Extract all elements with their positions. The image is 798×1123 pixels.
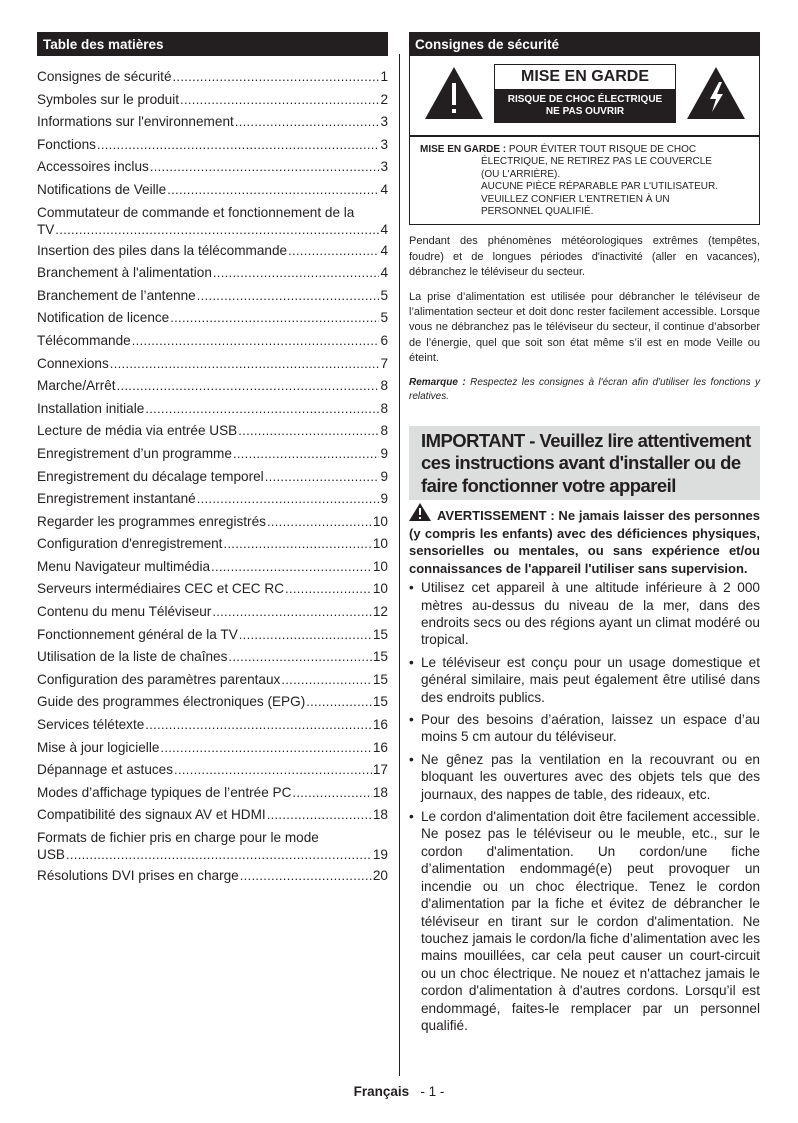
toc-page-number: 8 — [380, 400, 388, 416]
note-paragraph — [409, 376, 760, 404]
toc-entry[interactable] — [37, 262, 388, 285]
toc-page-number: 1 — [380, 69, 388, 84]
toc-leader-dots — [55, 221, 379, 238]
toc-entry-title: Résolutions DVI prises en charge — [37, 868, 239, 883]
toc-page-number: 10 — [372, 581, 388, 597]
toc-page-number: 4 — [380, 242, 388, 258]
toc-entry[interactable] — [37, 179, 388, 202]
lightning-warning-icon — [685, 65, 747, 121]
toc-page-number: 15 — [372, 694, 388, 710]
toc-leader-dots — [110, 353, 380, 375]
toc-leader-dots — [150, 156, 380, 178]
caution-label: MISE EN GARDE : — [420, 144, 507, 155]
footer-language: Français — [353, 1084, 410, 1099]
toc-entry-title: Enregistrement instantané — [37, 491, 196, 507]
toc-page-number: 3 — [380, 114, 388, 130]
toc-leader-dots — [117, 375, 380, 397]
toc-page-number: 4 — [380, 221, 388, 237]
toc-leader-dots — [174, 759, 372, 781]
toc-page-number: 15 — [372, 671, 388, 687]
toc-entry-title: Compatibilité des signaux AV et HDMI — [37, 807, 266, 823]
toc-entry[interactable] — [37, 466, 388, 489]
mise-en-garde-line1: RISQUE DE CHOC ÉLECTRIQUE — [507, 94, 663, 105]
toc-entry[interactable] — [37, 804, 388, 827]
toc-entry-title-cont: USB — [37, 847, 65, 862]
toc-page-number: 3 — [380, 159, 388, 175]
toc-leader-dots — [265, 466, 380, 488]
safety-bullet-item: • Pour des besoins d’aération, laissez un espace d’au moins 5 cm autour du téléviseur. — [409, 711, 760, 746]
toc-entry-title: Configuration d'enregistrement — [37, 536, 223, 552]
toc-page-number: 10 — [372, 513, 388, 529]
toc-entry[interactable] — [37, 533, 388, 556]
toc-entry[interactable] — [37, 714, 388, 737]
toc-entry[interactable] — [37, 202, 388, 240]
toc-leader-dots — [233, 443, 380, 465]
table-of-contents — [37, 32, 388, 888]
toc-leader-dots — [170, 307, 379, 329]
toc-page-number: 8 — [380, 378, 388, 394]
toc-leader-dots — [167, 179, 379, 201]
toc-leader-dots — [213, 262, 380, 284]
mise-en-garde-line2: NE PAS OUVRIR — [545, 106, 625, 117]
toc-entry-title: Formats de fichier pris en charge pour le mode — [37, 830, 319, 845]
toc-entry[interactable] — [37, 488, 388, 511]
toc-entry-title: Services télétexte — [37, 717, 145, 733]
toc-page-number: 9 — [380, 491, 388, 507]
toc-page-number: 20 — [372, 868, 388, 883]
weather-paragraph: Pendant des phénomènes météorologiques extrêmes (tempêtes, foudre) et de longues périodes d'inactivité (aller en vacances), débranchez le téléviseur du secteur. — [409, 235, 760, 279]
note-label: Remarque : — [409, 376, 466, 388]
toc-page-number: 10 — [372, 558, 388, 574]
toc-entry[interactable] — [37, 691, 388, 714]
toc-page-number: 4 — [380, 181, 388, 197]
toc-page-number: 3 — [380, 136, 388, 152]
toc-entry-title: Fonctions — [37, 136, 96, 152]
toc-page-number: 7 — [380, 355, 388, 371]
toc-entry-title: Configuration des paramètres parentaux — [37, 671, 281, 687]
toc-entry-title: Notifications de Veille — [37, 181, 167, 197]
toc-entry[interactable] — [37, 578, 388, 601]
toc-entry-title: Contenu du menu Téléviseur — [37, 604, 212, 620]
toc-page-number: 16 — [372, 717, 388, 733]
toc-entry-title: Installation initiale — [37, 400, 145, 416]
toc-page-number: 17 — [372, 762, 388, 778]
mise-en-garde-subtitle — [495, 89, 675, 122]
toc-entry-title: Branchement de l’antenne — [37, 287, 196, 303]
toc-entry-title: Dépannage et astuces — [37, 762, 174, 778]
toc-entry-title: Accessoires inclus — [37, 159, 149, 175]
toc-entry[interactable] — [37, 624, 388, 647]
caution-line4: AUCUNE PIÈCE RÉPARABLE PAR L'UTILISATEUR. — [481, 181, 718, 193]
toc-entry-title: Symboles sur le produit — [37, 91, 180, 107]
toc-entry[interactable] — [37, 156, 388, 179]
toc-leader-dots — [132, 330, 380, 352]
toc-entry[interactable] — [37, 398, 388, 421]
avertissement-paragraph — [409, 503, 760, 577]
footer-page-number: - 1 - — [420, 1084, 445, 1099]
toc-entry[interactable] — [37, 420, 388, 443]
toc-page-number: 10 — [372, 536, 388, 552]
safety-bullet-item: • Utilisez cet appareil à une altitude inférieure à 2 000 mètres au-dessus du niveau de la mer, dans des endroits secs ou des régions ayant un climat modéré ou tropical. — [409, 579, 760, 649]
toc-entry-title: Insertion des piles dans la télécommande — [37, 242, 288, 258]
toc-entry[interactable] — [37, 556, 388, 579]
safety-bullet-item: • Le téléviseur est conçu pour un usage domestique et général similaire, mais peut également être utilisé dans des endroits publics. — [409, 654, 760, 706]
toc-leader-dots — [97, 134, 380, 156]
toc-entry-title: Fonctionnement général de la TV — [37, 626, 238, 642]
toc-entry-title: Enregistrement d’un programme — [37, 445, 232, 461]
toc-leader-dots — [267, 511, 372, 533]
toc-entry-title: Marche/Arrêt — [37, 378, 116, 394]
page-footer — [0, 1084, 798, 1099]
toc-page-number: 8 — [380, 423, 388, 439]
toc-entry-title: Informations sur l'environnement — [37, 114, 234, 130]
caution-first-line — [420, 144, 751, 156]
mise-en-garde-label — [494, 64, 676, 123]
warning-triangle-icon — [409, 503, 431, 521]
toc-leader-dots — [281, 669, 372, 691]
toc-page-number: 18 — [372, 807, 388, 823]
toc-page-number: 9 — [380, 445, 388, 461]
safety-section — [409, 32, 760, 1039]
toc-header: Table des matières — [37, 32, 388, 56]
toc-entry[interactable] — [37, 669, 388, 692]
caution-line1: POUR ÉVITER TOUT RISQUE DE CHOC — [508, 144, 697, 155]
toc-page-number: 2 — [380, 91, 388, 107]
caution-note — [409, 136, 760, 225]
toc-leader-dots — [288, 240, 379, 262]
toc-page-number: 15 — [372, 626, 388, 642]
toc-leader-dots — [239, 624, 372, 646]
toc-leader-dots — [223, 533, 371, 555]
toc-leader-dots — [160, 737, 371, 759]
toc-entry-title: Utilisation de la liste de chaînes — [37, 649, 228, 665]
toc-leader-dots — [180, 89, 379, 111]
toc-entry[interactable] — [37, 737, 388, 760]
toc-leader-dots — [212, 601, 372, 623]
toc-page-number: 5 — [380, 287, 388, 303]
toc-entry[interactable] — [37, 511, 388, 534]
caution-line2: ÉLECTRIQUE, NE RETIREZ PAS LE COUVERCLE — [481, 156, 712, 168]
toc-leader-dots — [306, 691, 372, 713]
power-plug-paragraph: La prise d’alimentation est utilisée pour débrancher le téléviseur de l’alimentation secteur et doit donc rester facilement accessible. Lorsque vous ne débranchez pas le téléviseur du secteur, il continue d’absorber de l’énergie, quel que soit son état même s’il est en mode Veille ou éteint. — [409, 290, 760, 365]
toc-entry[interactable] — [37, 865, 388, 888]
toc-page-number: 18 — [372, 784, 388, 800]
toc-leader-dots — [235, 111, 380, 133]
toc-leader-dots — [267, 804, 372, 826]
toc-entry[interactable] — [37, 66, 388, 89]
toc-entry-title: Mise à jour logicielle — [37, 739, 160, 755]
toc-entry-title: Connexions — [37, 355, 109, 371]
toc-leader-dots — [228, 646, 371, 668]
safety-bullet-item: • Ne gênez pas la ventilation en la recouvrant ou en bloquant les ouvertures avec des objets tels que des journaux, des nappes de table, des rideaux, etc. — [409, 751, 760, 803]
toc-entry[interactable] — [37, 285, 388, 308]
toc-entry-title: Regarder les programmes enregistrés — [37, 513, 266, 529]
toc-entry[interactable] — [37, 759, 388, 782]
toc-entry-title: Lecture de média via entrée USB — [37, 423, 238, 439]
column-divider — [399, 54, 400, 1076]
toc-page-number: 9 — [380, 468, 388, 484]
toc-entry[interactable] — [37, 353, 388, 376]
toc-entry-title: Guide des programmes électroniques (EPG) — [37, 694, 306, 710]
caution-line6: PERSONNEL QUALIFIÉ. — [481, 206, 594, 218]
toc-page-number: 4 — [380, 265, 388, 281]
toc-page-number: 6 — [380, 332, 388, 348]
toc-entry[interactable] — [37, 330, 388, 353]
toc-entry[interactable] — [37, 111, 388, 134]
toc-entry-title: Commutateur de commande et fonctionnement de la — [37, 204, 355, 220]
toc-leader-dots — [145, 714, 372, 736]
toc-leader-dots — [197, 285, 380, 307]
toc-leader-dots — [173, 66, 380, 88]
exclamation-warning-icon — [423, 65, 485, 121]
caution-line3: (OU L'ARRIÈRE). — [481, 168, 561, 180]
toc-leader-dots — [197, 488, 380, 510]
toc-entry[interactable] — [37, 601, 388, 624]
toc-leader-dots — [211, 556, 372, 578]
toc-entry-title: Serveurs intermédiaires CEC et CEC RC — [37, 581, 285, 597]
toc-entry[interactable] — [37, 782, 388, 805]
toc-leader-dots — [145, 398, 379, 420]
toc-entry[interactable] — [37, 827, 388, 865]
safety-header: Consignes de sécurité — [409, 32, 760, 56]
safety-bullet-item: • Le cordon d'alimentation doit être facilement accessible. Ne posez pas le téléviseur ou le meuble, etc., sur le cordon d'alimentation. Un cordon/une fiche d’alimentation endommagé(e) peut provoquer un incendie ou un choc électrique. Tenez le cordon d'alimentation par la fiche et évitez de débrancher le téléviseur en tirant sur le cordon d'alimentation. Ne touchez jamais le cordon/la fiche d’alimentation avec les mains mouillées, car cela peut causer un court-circuit ou un choc électrique. Ne nouez et n'attachez jamais le cordon d'alimentation à d'autres cordons. Lorsqu’il est endommagé, faites-le remplacer par un personnel qualifié. — [409, 808, 760, 1034]
toc-entry-continuation — [37, 846, 388, 863]
toc-entry[interactable] — [37, 307, 388, 330]
toc-page-number: 19 — [372, 847, 388, 862]
toc-leader-dots — [240, 865, 372, 887]
toc-entry-title: Notification de licence — [37, 310, 170, 326]
toc-page-number: 16 — [372, 739, 388, 755]
toc-entry-title: Menu Navigateur multimédia — [37, 558, 211, 574]
caution-line5: VEUILLEZ CONFIER L'ENTRETIEN À UN — [481, 193, 670, 205]
toc-entry[interactable] — [37, 646, 388, 669]
toc-entry-title: Modes d’affichage typiques de l’entrée PC — [37, 784, 292, 800]
toc-page-number: 5 — [380, 310, 388, 326]
toc-entry[interactable] — [37, 443, 388, 466]
avertissement-text: AVERTISSEMENT : Ne jamais laisser des personnes (y compris les enfants) avec des déficiences physiques, sensorielles ou mentales, ou sans expérience et/ou connaissances de l'appareil l'utiliser sans supervision. — [409, 508, 760, 576]
toc-list — [37, 66, 388, 888]
safety-bullet-list — [409, 579, 760, 1034]
toc-entry-title: Télécommande — [37, 332, 131, 348]
toc-page-number: 15 — [372, 649, 388, 665]
toc-leader-dots — [292, 782, 371, 804]
toc-entry-title: Enregistrement du décalage temporel — [37, 468, 264, 484]
note-text: Respectez les consignes à l'écran afin d'utiliser les fonctions y relatives. — [409, 376, 761, 402]
toc-leader-dots — [238, 420, 379, 442]
toc-entry-title: Branchement à l'alimentation — [37, 265, 212, 281]
warning-box — [409, 56, 760, 136]
toc-entry[interactable] — [37, 240, 388, 263]
toc-leader-dots — [66, 846, 372, 863]
important-heading: IMPORTANT - Veuillez lire attentivement ces instructions avant d'installer ou de faire fonctionner votre appareil — [409, 426, 760, 501]
toc-entry[interactable] — [37, 134, 388, 157]
toc-page-number: 12 — [372, 604, 388, 620]
toc-entry-title: Consignes de sécurité — [37, 69, 172, 84]
toc-entry[interactable] — [37, 375, 388, 398]
toc-leader-dots — [285, 578, 372, 600]
toc-entry-continuation — [37, 221, 388, 238]
toc-entry-title-cont: TV — [37, 221, 55, 237]
mise-en-garde-title: MISE EN GARDE — [495, 65, 675, 89]
toc-entry[interactable] — [37, 89, 388, 112]
